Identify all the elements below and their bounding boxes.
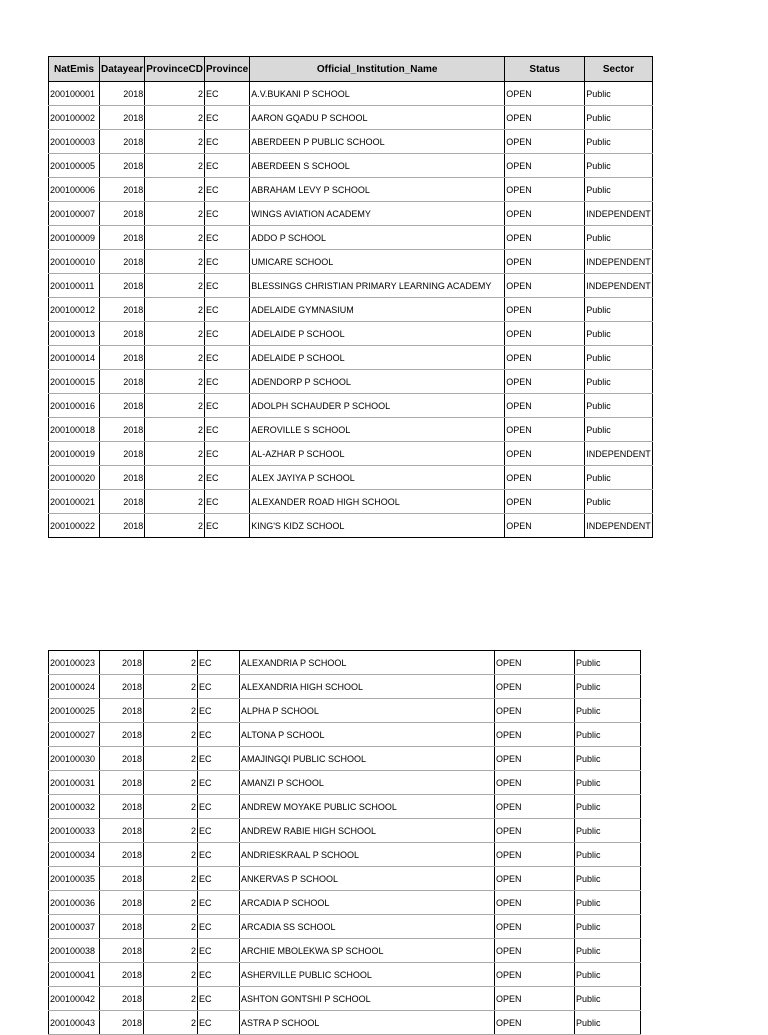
datayear-cell: 2018 <box>100 298 145 322</box>
status-cell: OPEN <box>505 274 585 298</box>
status-cell: OPEN <box>505 514 585 538</box>
natemis-cell: 200100022 <box>49 514 100 538</box>
province-cell: EC <box>198 771 240 795</box>
province-cell: EC <box>198 747 240 771</box>
table-row <box>49 795 641 819</box>
province-cell: EC <box>204 106 249 130</box>
provincecd-cell: 2 <box>145 346 205 370</box>
status-cell: OPEN <box>495 723 575 747</box>
datayear-cell: 2018 <box>100 106 145 130</box>
institution-name-cell: BLESSINGS CHRISTIAN PRIMARY LEARNING ACADEMY <box>250 274 505 298</box>
province-cell: EC <box>204 226 249 250</box>
province-cell: EC <box>204 178 249 202</box>
sector-cell: Public <box>585 106 653 130</box>
provincecd-cell: 2 <box>145 202 205 226</box>
status-cell: OPEN <box>495 867 575 891</box>
datayear-cell: 2018 <box>100 819 144 843</box>
natemis-cell: 200100025 <box>49 699 100 723</box>
provincecd-cell: 2 <box>144 963 198 987</box>
institution-name-cell: ANDREW MOYAKE PUBLIC SCHOOL <box>240 795 495 819</box>
province-cell: EC <box>204 274 249 298</box>
natemis-cell: 200100031 <box>49 771 100 795</box>
provincecd-cell: 2 <box>144 723 198 747</box>
province-cell: EC <box>198 987 240 1011</box>
status-cell: OPEN <box>505 298 585 322</box>
table-row <box>49 250 653 274</box>
province-cell: EC <box>204 82 249 106</box>
status-cell: OPEN <box>495 771 575 795</box>
status-cell: OPEN <box>505 82 585 106</box>
datayear-cell: 2018 <box>100 394 145 418</box>
datayear-cell: 2018 <box>100 490 145 514</box>
provincecd-cell: 2 <box>144 891 198 915</box>
institution-name-cell: UMICARE SCHOOL <box>250 250 505 274</box>
natemis-cell: 200100018 <box>49 418 100 442</box>
datayear-cell: 2018 <box>100 843 144 867</box>
natemis-cell: 200100002 <box>49 106 100 130</box>
provincecd-cell: 2 <box>144 675 198 699</box>
provincecd-cell: 2 <box>144 819 198 843</box>
province-cell: EC <box>198 891 240 915</box>
province-cell: EC <box>204 466 249 490</box>
provincecd-cell: 2 <box>144 843 198 867</box>
table-row <box>49 490 653 514</box>
natemis-cell: 200100014 <box>49 346 100 370</box>
sector-cell: Public <box>575 651 641 675</box>
natemis-cell: 200100037 <box>49 915 100 939</box>
table-row <box>49 82 653 106</box>
provincecd-cell: 2 <box>145 106 205 130</box>
datayear-cell: 2018 <box>100 274 145 298</box>
province-cell: EC <box>204 418 249 442</box>
natemis-cell: 200100023 <box>49 651 100 675</box>
table-row <box>49 322 653 346</box>
institution-name-cell: ADENDORP P SCHOOL <box>250 370 505 394</box>
provincecd-cell: 2 <box>144 1011 198 1035</box>
institution-name-cell: ALEXANDER ROAD HIGH SCHOOL <box>250 490 505 514</box>
table-row <box>49 771 641 795</box>
sector-cell: Public <box>575 795 641 819</box>
province-cell: EC <box>204 442 249 466</box>
status-cell: OPEN <box>495 939 575 963</box>
natemis-cell: 200100027 <box>49 723 100 747</box>
table-row <box>49 843 641 867</box>
provincecd-cell: 2 <box>145 274 205 298</box>
status-cell: OPEN <box>495 915 575 939</box>
sector-cell: INDEPENDENT <box>585 274 653 298</box>
table-row <box>49 202 653 226</box>
table-row <box>49 466 653 490</box>
province-cell: EC <box>204 514 249 538</box>
institution-name-cell: KING'S KIDZ SCHOOL <box>250 514 505 538</box>
table-row <box>49 514 653 538</box>
provincecd-cell: 2 <box>145 226 205 250</box>
institution-name-cell: ANKERVAS P SCHOOL <box>240 867 495 891</box>
datayear-cell: 2018 <box>100 987 144 1011</box>
institution-name-cell: AMAJINGQI PUBLIC SCHOOL <box>240 747 495 771</box>
datayear-cell: 2018 <box>100 130 145 154</box>
province-cell: EC <box>204 298 249 322</box>
status-cell: OPEN <box>505 346 585 370</box>
institution-name-cell: ALEXANDRIA P SCHOOL <box>240 651 495 675</box>
status-cell: OPEN <box>505 418 585 442</box>
province-cell: EC <box>204 130 249 154</box>
sector-cell: Public <box>575 867 641 891</box>
status-cell: OPEN <box>495 747 575 771</box>
sector-cell: Public <box>575 819 641 843</box>
institution-name-cell: ABRAHAM LEVY P SCHOOL <box>250 178 505 202</box>
sector-cell: Public <box>575 771 641 795</box>
natemis-cell: 200100033 <box>49 819 100 843</box>
status-cell: OPEN <box>495 795 575 819</box>
datayear-cell: 2018 <box>100 747 144 771</box>
table-row <box>49 963 641 987</box>
sector-cell: Public <box>575 915 641 939</box>
table-row <box>49 154 653 178</box>
natemis-cell: 200100034 <box>49 843 100 867</box>
provincecd-cell: 2 <box>145 442 205 466</box>
table-row <box>49 298 653 322</box>
institution-name-cell: ARCHIE MBOLEKWA SP SCHOOL <box>240 939 495 963</box>
status-cell: OPEN <box>505 202 585 226</box>
institution-name-cell: AL-AZHAR P SCHOOL <box>250 442 505 466</box>
table-row <box>49 226 653 250</box>
status-cell: OPEN <box>495 843 575 867</box>
province-cell: EC <box>198 963 240 987</box>
datayear-cell: 2018 <box>100 699 144 723</box>
provincecd-cell: 2 <box>144 747 198 771</box>
table-row <box>49 178 653 202</box>
status-cell: OPEN <box>495 987 575 1011</box>
status-cell: OPEN <box>505 154 585 178</box>
datayear-cell: 2018 <box>100 723 144 747</box>
province-cell: EC <box>198 651 240 675</box>
header-institution-name: Official_Institution_Name <box>250 57 505 82</box>
provincecd-cell: 2 <box>145 490 205 514</box>
status-cell: OPEN <box>505 106 585 130</box>
sector-cell: INDEPENDENT <box>585 202 653 226</box>
province-cell: EC <box>198 819 240 843</box>
sector-cell: Public <box>575 939 641 963</box>
natemis-cell: 200100036 <box>49 891 100 915</box>
sector-cell: Public <box>575 843 641 867</box>
table-row <box>49 891 641 915</box>
institution-name-cell: ARCADIA P SCHOOL <box>240 891 495 915</box>
institution-name-cell: ANDRIESKRAAL P SCHOOL <box>240 843 495 867</box>
datayear-cell: 2018 <box>100 154 145 178</box>
status-cell: OPEN <box>495 819 575 843</box>
provincecd-cell: 2 <box>145 514 205 538</box>
datayear-cell: 2018 <box>100 418 145 442</box>
sector-cell: Public <box>585 226 653 250</box>
natemis-cell: 200100043 <box>49 1011 100 1035</box>
institution-name-cell: WINGS AVIATION ACADEMY <box>250 202 505 226</box>
province-cell: EC <box>204 202 249 226</box>
institution-name-cell: A.V.BUKANI P SCHOOL <box>250 82 505 106</box>
sector-cell: INDEPENDENT <box>585 514 653 538</box>
status-cell: OPEN <box>505 250 585 274</box>
natemis-cell: 200100019 <box>49 442 100 466</box>
datayear-cell: 2018 <box>100 250 145 274</box>
institution-name-cell: ANDREW RABIE HIGH SCHOOL <box>240 819 495 843</box>
provincecd-cell: 2 <box>144 795 198 819</box>
schools-table-page-1 <box>48 56 653 538</box>
status-cell: OPEN <box>495 675 575 699</box>
datayear-cell: 2018 <box>100 322 145 346</box>
natemis-cell: 200100016 <box>49 394 100 418</box>
provincecd-cell: 2 <box>145 394 205 418</box>
schools-table-page-2 <box>48 650 641 1035</box>
table-row <box>49 867 641 891</box>
sector-cell: Public <box>585 346 653 370</box>
natemis-cell: 200100003 <box>49 130 100 154</box>
provincecd-cell: 2 <box>145 466 205 490</box>
datayear-cell: 2018 <box>100 891 144 915</box>
provincecd-cell: 2 <box>145 82 205 106</box>
province-cell: EC <box>204 346 249 370</box>
status-cell: OPEN <box>505 490 585 514</box>
header-status: Status <box>505 57 585 82</box>
datayear-cell: 2018 <box>100 771 144 795</box>
sector-cell: Public <box>575 747 641 771</box>
datayear-cell: 2018 <box>100 867 144 891</box>
province-cell: EC <box>204 154 249 178</box>
table-row <box>49 699 641 723</box>
datayear-cell: 2018 <box>100 1011 144 1035</box>
institution-name-cell: ALEX JAYIYA P SCHOOL <box>250 466 505 490</box>
status-cell: OPEN <box>495 1011 575 1035</box>
sector-cell: Public <box>585 370 653 394</box>
table-row <box>49 915 641 939</box>
natemis-cell: 200100032 <box>49 795 100 819</box>
status-cell: OPEN <box>505 226 585 250</box>
table-row <box>49 723 641 747</box>
institution-name-cell: ASHTON GONTSHI P SCHOOL <box>240 987 495 1011</box>
table-row <box>49 346 653 370</box>
natemis-cell: 200100038 <box>49 939 100 963</box>
provincecd-cell: 2 <box>145 418 205 442</box>
institution-name-cell: ALPHA P SCHOOL <box>240 699 495 723</box>
datayear-cell: 2018 <box>100 675 144 699</box>
institution-name-cell: ABERDEEN S SCHOOL <box>250 154 505 178</box>
provincecd-cell: 2 <box>144 915 198 939</box>
datayear-cell: 2018 <box>100 915 144 939</box>
natemis-cell: 200100024 <box>49 675 100 699</box>
institution-name-cell: AEROVILLE S SCHOOL <box>250 418 505 442</box>
provincecd-cell: 2 <box>144 699 198 723</box>
natemis-cell: 200100001 <box>49 82 100 106</box>
sector-cell: Public <box>585 490 653 514</box>
natemis-cell: 200100021 <box>49 490 100 514</box>
province-cell: EC <box>204 490 249 514</box>
header-sector: Sector <box>585 57 653 82</box>
sector-cell: Public <box>585 130 653 154</box>
table-row <box>49 1011 641 1035</box>
sector-cell: Public <box>585 322 653 346</box>
header-datayear: Datayear <box>100 57 145 82</box>
province-cell: EC <box>198 795 240 819</box>
provincecd-cell: 2 <box>145 250 205 274</box>
table-row <box>49 370 653 394</box>
datayear-cell: 2018 <box>100 442 145 466</box>
sector-cell: Public <box>585 298 653 322</box>
province-cell: EC <box>198 699 240 723</box>
institution-name-cell: ASHERVILLE PUBLIC SCHOOL <box>240 963 495 987</box>
province-cell: EC <box>198 723 240 747</box>
sector-cell: Public <box>585 466 653 490</box>
institution-name-cell: ADELAIDE P SCHOOL <box>250 322 505 346</box>
status-cell: OPEN <box>505 466 585 490</box>
institution-name-cell: ALEXANDRIA HIGH SCHOOL <box>240 675 495 699</box>
table-row <box>49 939 641 963</box>
status-cell: OPEN <box>495 651 575 675</box>
province-cell: EC <box>204 322 249 346</box>
provincecd-cell: 2 <box>145 322 205 346</box>
table-row <box>49 819 641 843</box>
provincecd-cell: 2 <box>144 867 198 891</box>
sector-cell: Public <box>585 394 653 418</box>
institution-name-cell: ADELAIDE P SCHOOL <box>250 346 505 370</box>
table-row <box>49 442 653 466</box>
sector-cell: INDEPENDENT <box>585 250 653 274</box>
table-row <box>49 747 641 771</box>
province-cell: EC <box>198 867 240 891</box>
natemis-cell: 200100006 <box>49 178 100 202</box>
status-cell: OPEN <box>495 963 575 987</box>
table-row <box>49 418 653 442</box>
table-row <box>49 675 641 699</box>
provincecd-cell: 2 <box>144 939 198 963</box>
datayear-cell: 2018 <box>100 346 145 370</box>
institution-name-cell: ADELAIDE GYMNASIUM <box>250 298 505 322</box>
provincecd-cell: 2 <box>145 130 205 154</box>
sector-cell: Public <box>575 987 641 1011</box>
datayear-cell: 2018 <box>100 939 144 963</box>
datayear-cell: 2018 <box>100 178 145 202</box>
datayear-cell: 2018 <box>100 82 145 106</box>
provincecd-cell: 2 <box>145 298 205 322</box>
natemis-cell: 200100035 <box>49 867 100 891</box>
sector-cell: Public <box>585 82 653 106</box>
institution-name-cell: ADOLPH SCHAUDER P SCHOOL <box>250 394 505 418</box>
status-cell: OPEN <box>495 699 575 723</box>
provincecd-cell: 2 <box>145 370 205 394</box>
natemis-cell: 200100012 <box>49 298 100 322</box>
datayear-cell: 2018 <box>100 795 144 819</box>
provincecd-cell: 2 <box>144 771 198 795</box>
natemis-cell: 200100042 <box>49 987 100 1011</box>
institution-name-cell: ABERDEEN P PUBLIC SCHOOL <box>250 130 505 154</box>
natemis-cell: 200100013 <box>49 322 100 346</box>
table-row <box>49 394 653 418</box>
table-row <box>49 987 641 1011</box>
natemis-cell: 200100015 <box>49 370 100 394</box>
natemis-cell: 200100009 <box>49 226 100 250</box>
header-province: Province <box>204 57 249 82</box>
sector-cell: Public <box>585 178 653 202</box>
header-natemis: NatEmis <box>49 57 100 82</box>
datayear-cell: 2018 <box>100 202 145 226</box>
table-row <box>49 274 653 298</box>
sector-cell: Public <box>575 723 641 747</box>
sector-cell: Public <box>575 699 641 723</box>
datayear-cell: 2018 <box>100 466 145 490</box>
header-row <box>49 57 653 82</box>
province-cell: EC <box>198 1011 240 1035</box>
institution-name-cell: ASTRA P SCHOOL <box>240 1011 495 1035</box>
institution-name-cell: ADDO P SCHOOL <box>250 226 505 250</box>
province-cell: EC <box>198 843 240 867</box>
institution-name-cell: AARON GQADU P SCHOOL <box>250 106 505 130</box>
sector-cell: Public <box>585 154 653 178</box>
status-cell: OPEN <box>505 370 585 394</box>
provincecd-cell: 2 <box>145 154 205 178</box>
province-cell: EC <box>204 370 249 394</box>
sector-cell: Public <box>585 418 653 442</box>
institution-name-cell: ARCADIA SS SCHOOL <box>240 915 495 939</box>
table-row <box>49 651 641 675</box>
provincecd-cell: 2 <box>144 651 198 675</box>
sector-cell: Public <box>575 891 641 915</box>
province-cell: EC <box>204 250 249 274</box>
datayear-cell: 2018 <box>100 226 145 250</box>
datayear-cell: 2018 <box>100 514 145 538</box>
sector-cell: Public <box>575 675 641 699</box>
datayear-cell: 2018 <box>100 370 145 394</box>
natemis-cell: 200100020 <box>49 466 100 490</box>
province-cell: EC <box>198 915 240 939</box>
province-cell: EC <box>198 675 240 699</box>
natemis-cell: 200100005 <box>49 154 100 178</box>
status-cell: OPEN <box>505 322 585 346</box>
datayear-cell: 2018 <box>100 963 144 987</box>
status-cell: OPEN <box>505 178 585 202</box>
natemis-cell: 200100011 <box>49 274 100 298</box>
datayear-cell: 2018 <box>100 651 144 675</box>
header-provincecd: ProvinceCD <box>145 57 205 82</box>
province-cell: EC <box>198 939 240 963</box>
sector-cell: Public <box>575 1011 641 1035</box>
sector-cell: Public <box>575 963 641 987</box>
status-cell: OPEN <box>505 394 585 418</box>
natemis-cell: 200100007 <box>49 202 100 226</box>
sector-cell: INDEPENDENT <box>585 442 653 466</box>
institution-name-cell: ALTONA P SCHOOL <box>240 723 495 747</box>
status-cell: OPEN <box>505 130 585 154</box>
table-row <box>49 130 653 154</box>
table-row <box>49 106 653 130</box>
status-cell: OPEN <box>495 891 575 915</box>
institution-name-cell: AMANZI P SCHOOL <box>240 771 495 795</box>
province-cell: EC <box>204 394 249 418</box>
status-cell: OPEN <box>505 442 585 466</box>
provincecd-cell: 2 <box>144 987 198 1011</box>
natemis-cell: 200100041 <box>49 963 100 987</box>
natemis-cell: 200100010 <box>49 250 100 274</box>
provincecd-cell: 2 <box>145 178 205 202</box>
natemis-cell: 200100030 <box>49 747 100 771</box>
